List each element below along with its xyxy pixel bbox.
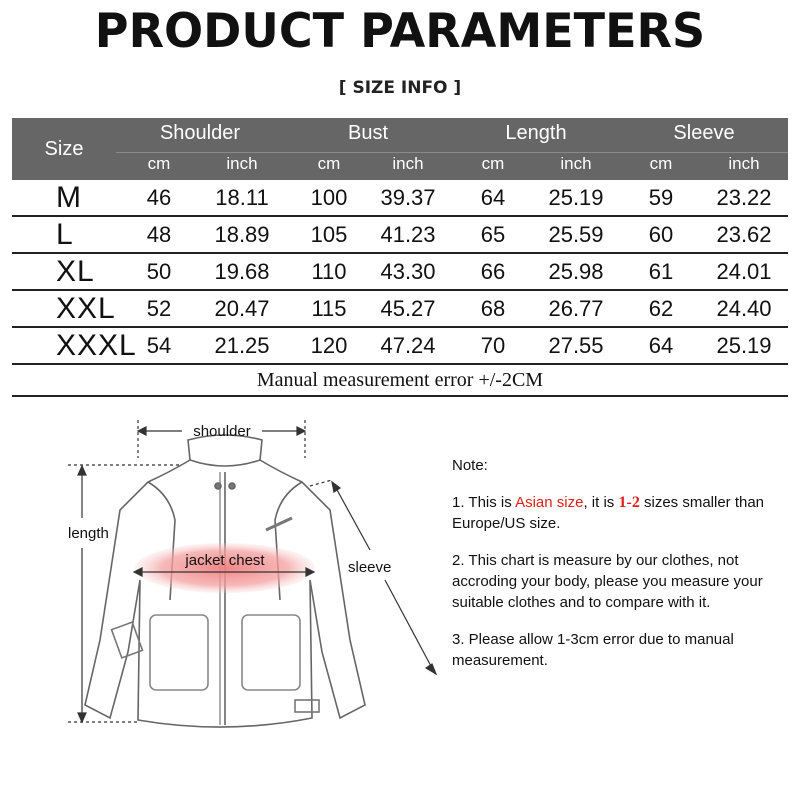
- asian-size-highlight: Asian size: [515, 494, 584, 511]
- table-cell: 100: [310, 184, 348, 210]
- table-cell: 25.98: [548, 258, 604, 284]
- sleeve-label: sleeve: [348, 559, 392, 576]
- table-cell: 27.55: [548, 332, 604, 358]
- table-cell: 59: [648, 184, 674, 210]
- table-cell: 19.68: [214, 258, 270, 284]
- table-cell: 115: [311, 295, 347, 321]
- size-cell: M: [56, 180, 82, 214]
- table-cell: 23.62: [716, 221, 772, 247]
- table-row: [12, 180, 788, 217]
- group-header-shoulder: Shoulder: [159, 122, 241, 144]
- unit-header: inch: [560, 154, 592, 173]
- unit-header: cm: [649, 154, 673, 173]
- table-cell: 41.23: [380, 221, 436, 247]
- table-row: [12, 254, 788, 291]
- table-cell: 39.37: [380, 184, 436, 210]
- table-cell: 64: [648, 332, 674, 358]
- jacket-measurement-diagram: [40, 400, 460, 780]
- table-cell: 25.19: [548, 184, 604, 210]
- table-cell: 54: [146, 332, 172, 358]
- table-cell: 46: [146, 184, 172, 210]
- table-cell: 25.19: [716, 332, 772, 358]
- table-cell: 64: [480, 184, 506, 210]
- table-header: [12, 118, 788, 180]
- table-cell: 20.47: [214, 295, 270, 321]
- table-cell: 105: [310, 221, 348, 247]
- length-label: length: [68, 525, 109, 542]
- size-column-header: Size: [44, 137, 84, 160]
- shoulder-label: shoulder: [193, 423, 251, 440]
- table-row: [12, 291, 788, 328]
- table-cell: 52: [146, 295, 172, 321]
- table-cell: 120: [310, 332, 348, 358]
- notes-panel: [452, 455, 782, 687]
- table-cell: 43.30: [380, 258, 436, 284]
- note-1: [452, 492, 782, 534]
- note-3: 3. Please allow 1-3cm error due to manual measurement.: [452, 631, 734, 669]
- unit-header: inch: [392, 154, 424, 173]
- table-cell: 26.77: [548, 295, 604, 321]
- header-divider: [116, 152, 788, 153]
- table-cell: 45.27: [380, 295, 436, 321]
- unit-header: inch: [728, 154, 760, 173]
- size-table: [12, 118, 788, 397]
- table-cell: 24.40: [716, 295, 772, 321]
- unit-header: cm: [317, 154, 341, 173]
- group-header-bust: Bust: [347, 122, 389, 144]
- table-cell: 48: [146, 221, 172, 247]
- table-cell: 23.22: [716, 184, 772, 210]
- table-cell: 60: [648, 221, 674, 247]
- jacket-chest-label: jacket chest: [185, 552, 265, 569]
- note-1-text: sizes smaller than Europe/US size.: [452, 494, 765, 532]
- size-cell: L: [56, 217, 74, 251]
- table-cell: 62: [648, 295, 674, 321]
- table-cell: 47.24: [380, 332, 436, 358]
- table-row: [12, 328, 788, 365]
- size-cell: XL: [56, 254, 95, 288]
- unit-header: cm: [481, 154, 505, 173]
- table-cell: 110: [311, 258, 347, 284]
- note-1-text: , it is: [583, 494, 619, 511]
- table-cell: 50: [146, 258, 172, 284]
- measurement-error-note: Manual measurement error +/-2CM: [12, 365, 788, 397]
- size-difference-highlight: 1-2: [618, 494, 640, 511]
- unit-header: cm: [147, 154, 171, 173]
- table-cell: 68: [480, 295, 506, 321]
- table-cell: 65: [480, 221, 506, 247]
- page-title: PRODUCT PARAMETERS: [94, 4, 706, 59]
- table-cell: 66: [480, 258, 506, 284]
- note-2: 2. This chart is measure by our clothes, not accroding your body, please you measure your suitable clothes and to compare with it.: [452, 552, 763, 611]
- table-cell: 25.59: [548, 221, 604, 247]
- table-cell: 70: [480, 332, 506, 358]
- unit-header: inch: [226, 154, 258, 173]
- table-cell: 18.89: [214, 221, 270, 247]
- table-row: [12, 217, 788, 254]
- table-cell: 18.11: [215, 184, 269, 210]
- table-cell: 61: [648, 258, 674, 284]
- length-dimension: [68, 465, 180, 722]
- notes-title: Note:: [452, 457, 488, 474]
- table-cell: 21.25: [214, 332, 270, 358]
- note-1-text: 1. This is: [452, 494, 516, 511]
- size-cell: XXXL: [56, 328, 137, 362]
- size-cell: XXL: [56, 291, 116, 325]
- table-cell: 24.01: [716, 258, 772, 284]
- section-subtitle: [ SIZE INFO ]: [338, 78, 462, 98]
- group-header-sleeve: Sleeve: [673, 122, 735, 144]
- group-header-length: Length: [505, 122, 567, 144]
